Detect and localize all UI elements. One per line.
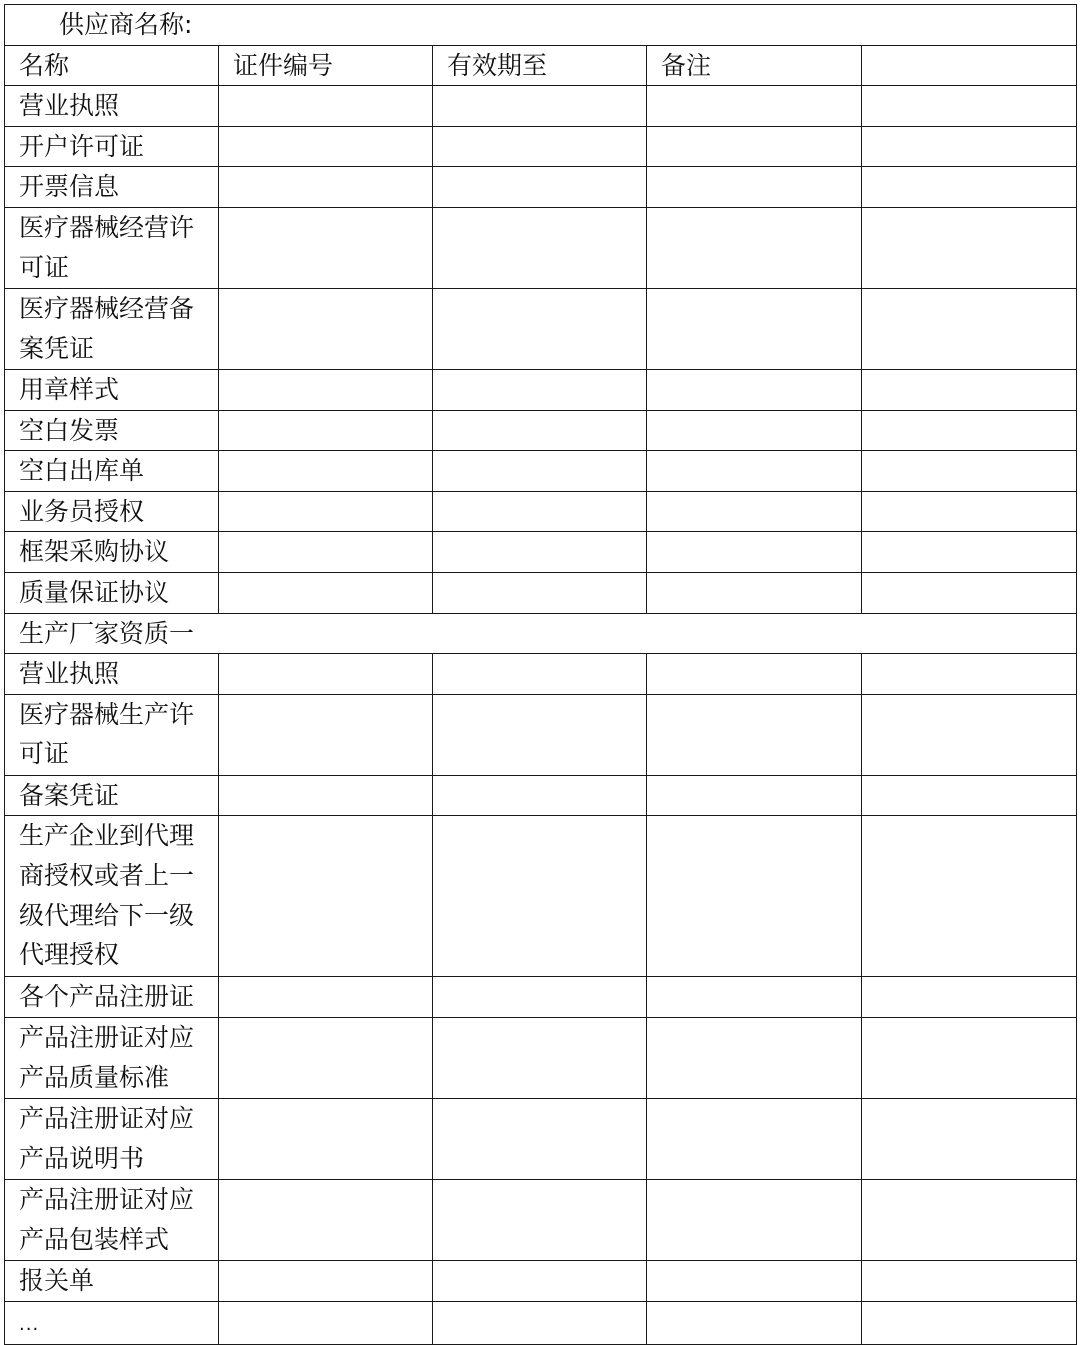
document-name-cell: 空白出库单 <box>5 451 219 492</box>
remarks-cell <box>647 1301 862 1345</box>
blank-cell <box>862 1179 1077 1260</box>
remarks-cell <box>647 1179 862 1260</box>
document-name-cell: 业务员授权 <box>5 491 219 532</box>
remarks-cell <box>647 532 862 573</box>
header-name: 名称 <box>5 45 219 86</box>
remarks-cell <box>647 491 862 532</box>
remarks-cell <box>647 1098 862 1179</box>
certificate-number-cell <box>219 1098 433 1179</box>
valid-until-cell <box>433 410 647 451</box>
table-row <box>5 1260 1077 1301</box>
document-name-cell: 生产企业到代理 商授权或者上一 级代理给下一级 代理授权 <box>5 816 219 977</box>
certificate-number-cell <box>219 167 433 208</box>
document-name-cell: 医疗器械经营许 可证 <box>5 207 219 288</box>
blank-cell <box>862 167 1077 208</box>
document-name-cell: 备案凭证 <box>5 775 219 816</box>
blank-cell <box>862 694 1077 775</box>
supplier-qualification-table <box>4 4 1077 1345</box>
table-row <box>5 977 1077 1018</box>
header-remarks: 备注 <box>647 45 862 86</box>
valid-until-cell <box>433 167 647 208</box>
header-valid-until: 有效期至 <box>433 45 647 86</box>
blank-cell <box>862 654 1077 695</box>
document-name-cell: 质量保证协议 <box>5 572 219 613</box>
supplier-name-label: 供应商名称: <box>5 5 1077 46</box>
certificate-number-cell <box>219 1260 433 1301</box>
table-row <box>5 86 1077 127</box>
remarks-cell <box>647 572 862 613</box>
valid-until-cell <box>433 775 647 816</box>
blank-cell <box>862 572 1077 613</box>
table-row <box>5 532 1077 573</box>
blank-cell <box>862 1260 1077 1301</box>
table-row <box>5 451 1077 492</box>
blank-cell <box>862 288 1077 369</box>
valid-until-cell <box>433 977 647 1018</box>
document-name-cell: 产品注册证对应 产品质量标准 <box>5 1017 219 1098</box>
certificate-number-cell <box>219 654 433 695</box>
table-row <box>5 572 1077 613</box>
remarks-cell <box>647 654 862 695</box>
certificate-number-cell <box>219 369 433 410</box>
remarks-cell <box>647 451 862 492</box>
remarks-cell <box>647 167 862 208</box>
table-row <box>5 410 1077 451</box>
valid-until-cell <box>433 1301 647 1345</box>
document-name-cell: 产品注册证对应 产品包装样式 <box>5 1179 219 1260</box>
remarks-cell <box>647 410 862 451</box>
table-row <box>5 167 1077 208</box>
table-row <box>5 491 1077 532</box>
blank-cell <box>862 126 1077 167</box>
blank-cell <box>862 451 1077 492</box>
table-row <box>5 1098 1077 1179</box>
document-name-cell: 开户许可证 <box>5 126 219 167</box>
valid-until-cell <box>433 694 647 775</box>
table-row <box>5 126 1077 167</box>
document-name-cell: 医疗器械经营备 案凭证 <box>5 288 219 369</box>
document-name-cell: 框架采购协议 <box>5 532 219 573</box>
certificate-number-cell <box>219 775 433 816</box>
document-name-cell: 空白发票 <box>5 410 219 451</box>
valid-until-cell <box>433 1098 647 1179</box>
certificate-number-cell <box>219 572 433 613</box>
document-name-cell: 用章样式 <box>5 369 219 410</box>
table-row <box>5 816 1077 977</box>
valid-until-cell <box>433 1260 647 1301</box>
certificate-number-cell <box>219 410 433 451</box>
valid-until-cell <box>433 1179 647 1260</box>
valid-until-cell <box>433 572 647 613</box>
certificate-number-cell <box>219 86 433 127</box>
remarks-cell <box>647 369 862 410</box>
table-row <box>5 369 1077 410</box>
remarks-cell <box>647 86 862 127</box>
valid-until-cell <box>433 532 647 573</box>
table-row <box>5 1179 1077 1260</box>
valid-until-cell <box>433 1017 647 1098</box>
blank-cell <box>862 1301 1077 1345</box>
table-row <box>5 1017 1077 1098</box>
certificate-number-cell <box>219 1179 433 1260</box>
table-row <box>5 1301 1077 1345</box>
header-certificate-number: 证件编号 <box>219 45 433 86</box>
remarks-cell <box>647 977 862 1018</box>
remarks-cell <box>647 126 862 167</box>
remarks-cell <box>647 1017 862 1098</box>
supplier-row <box>5 5 1077 46</box>
section-row <box>5 613 1077 654</box>
header-blank <box>862 45 1077 86</box>
document-name-cell: 营业执照 <box>5 86 219 127</box>
document-name-cell: 医疗器械生产许 可证 <box>5 694 219 775</box>
blank-cell <box>862 1098 1077 1179</box>
valid-until-cell <box>433 816 647 977</box>
valid-until-cell <box>433 451 647 492</box>
valid-until-cell <box>433 86 647 127</box>
remarks-cell <box>647 694 862 775</box>
certificate-number-cell <box>219 816 433 977</box>
certificate-number-cell <box>219 126 433 167</box>
remarks-cell <box>647 1260 862 1301</box>
certificate-number-cell <box>219 207 433 288</box>
blank-cell <box>862 977 1077 1018</box>
blank-cell <box>862 532 1077 573</box>
blank-cell <box>862 207 1077 288</box>
blank-cell <box>862 369 1077 410</box>
valid-until-cell <box>433 207 647 288</box>
table-row <box>5 207 1077 288</box>
document-name-cell: 营业执照 <box>5 654 219 695</box>
document-name-cell <box>5 1301 219 1345</box>
valid-until-cell <box>433 654 647 695</box>
valid-until-cell <box>433 491 647 532</box>
blank-cell <box>862 1017 1077 1098</box>
certificate-number-cell <box>219 1017 433 1098</box>
remarks-cell <box>647 775 862 816</box>
ellipsis-text: ... <box>19 1313 40 1335</box>
certificate-number-cell <box>219 491 433 532</box>
blank-cell <box>862 775 1077 816</box>
blank-cell <box>862 816 1077 977</box>
certificate-number-cell <box>219 451 433 492</box>
document-name-cell: 报关单 <box>5 1260 219 1301</box>
certificate-number-cell <box>219 694 433 775</box>
document-name-cell: 产品注册证对应 产品说明书 <box>5 1098 219 1179</box>
remarks-cell <box>647 816 862 977</box>
valid-until-cell <box>433 126 647 167</box>
table-row <box>5 288 1077 369</box>
certificate-number-cell <box>219 977 433 1018</box>
remarks-cell <box>647 288 862 369</box>
table-row <box>5 654 1077 695</box>
blank-cell <box>862 86 1077 127</box>
table-row <box>5 775 1077 816</box>
table-row <box>5 694 1077 775</box>
certificate-number-cell <box>219 532 433 573</box>
document-name-cell: 各个产品注册证 <box>5 977 219 1018</box>
valid-until-cell <box>433 369 647 410</box>
blank-cell <box>862 410 1077 451</box>
section-label: 生产厂家资质一 <box>5 613 1077 654</box>
valid-until-cell <box>433 288 647 369</box>
certificate-number-cell <box>219 288 433 369</box>
blank-cell <box>862 491 1077 532</box>
document-name-cell: 开票信息 <box>5 167 219 208</box>
certificate-number-cell <box>219 1301 433 1345</box>
header-row <box>5 45 1077 86</box>
remarks-cell <box>647 207 862 288</box>
